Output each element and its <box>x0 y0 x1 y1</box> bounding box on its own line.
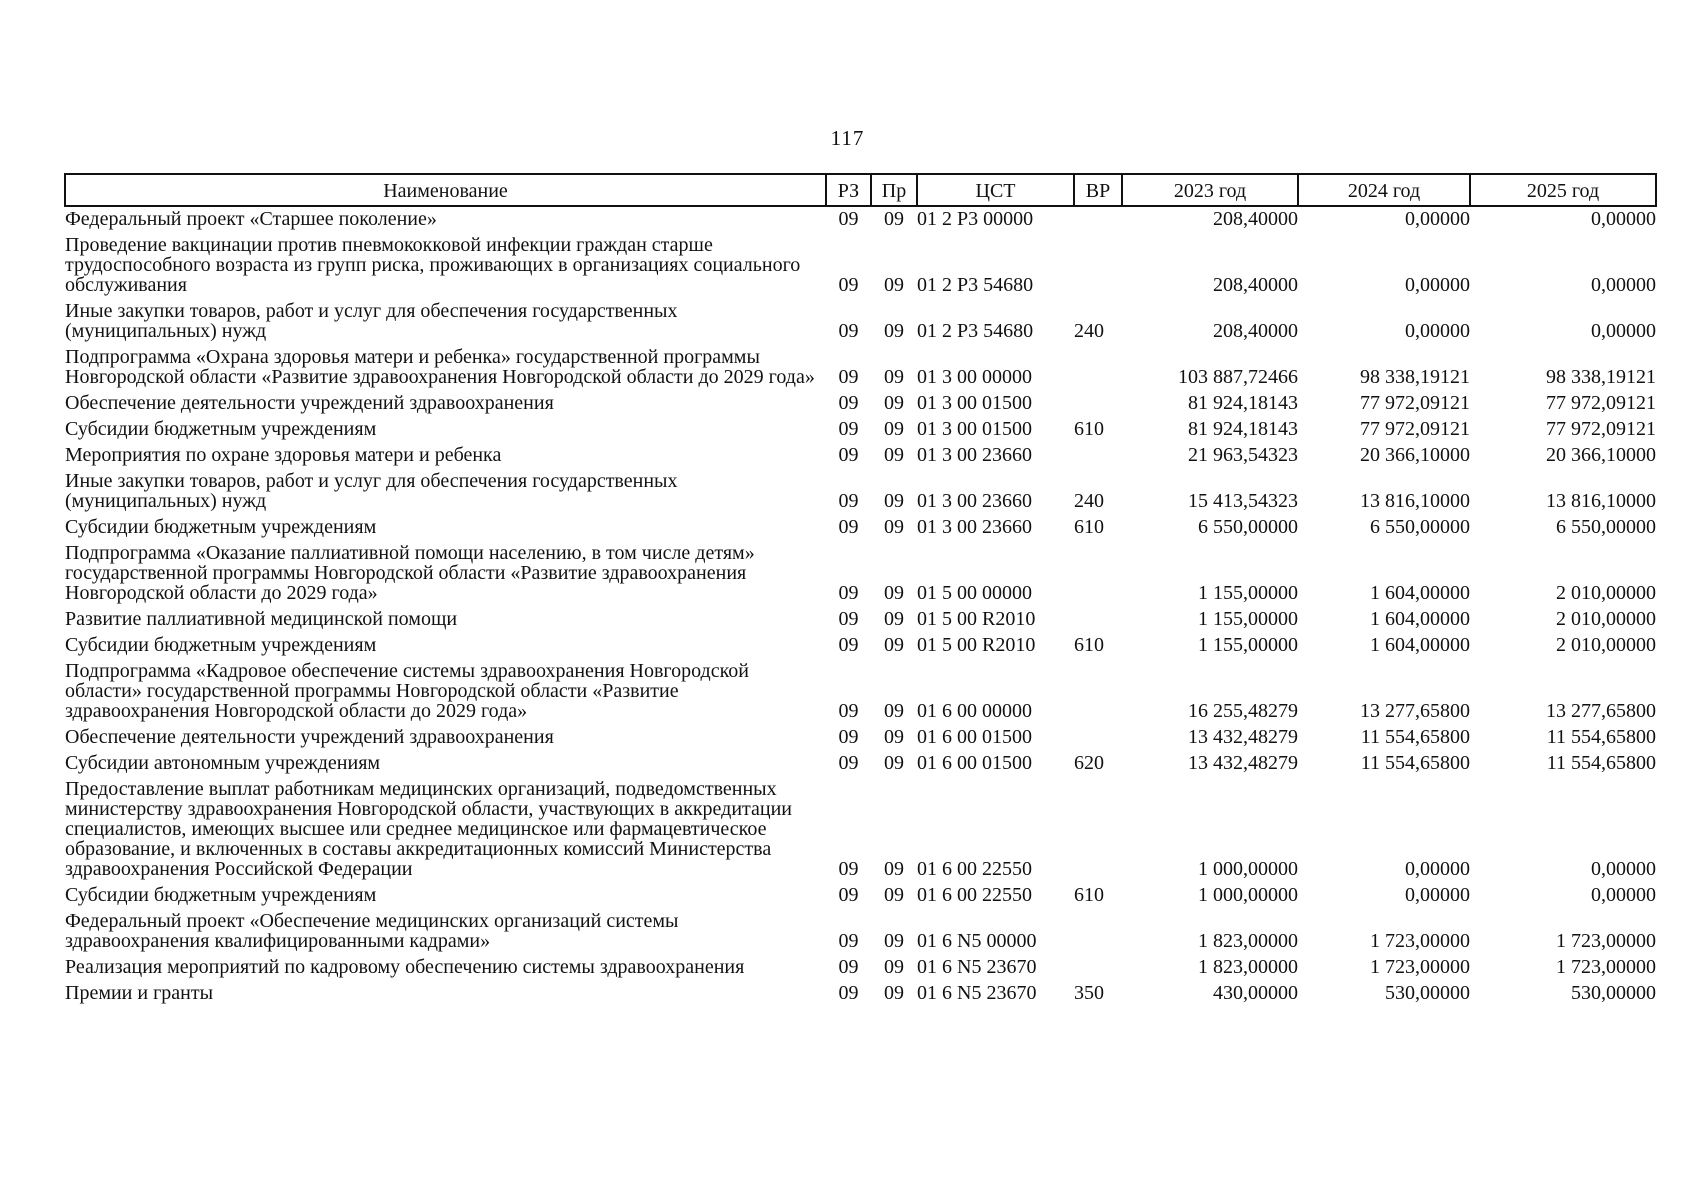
table-row <box>65 751 1656 777</box>
row-name-cell: Обеспечение деятельности учреждений здравоохранения <box>65 392 554 414</box>
row-rz-cell: 09 <box>838 444 859 466</box>
row-2025-cell: 77 972,09121 <box>1546 392 1656 414</box>
row-cst-cell: 01 3 00 01500 <box>917 418 1032 440</box>
row-pr-cell: 09 <box>884 418 904 440</box>
row-2024-cell: 20 366,10000 <box>1360 444 1470 466</box>
row-name-cell: Иные закупки товаров, работ и услуг для обеспечения государственных (муниципальных) нужд <box>65 470 678 512</box>
row-2025-cell: 2 010,00000 <box>1556 608 1656 630</box>
row-pr-cell: 09 <box>884 392 904 414</box>
row-vr-cell: 240 <box>1074 320 1104 342</box>
row-2024-cell: 13 816,10000 <box>1360 490 1470 512</box>
table-row <box>65 725 1656 751</box>
table-row <box>65 607 1656 633</box>
row-rz-cell: 09 <box>838 490 859 512</box>
row-2024-cell: 0,00000 <box>1405 858 1470 880</box>
row-2024-cell: 0,00000 <box>1405 884 1470 906</box>
row-2024-cell: 11 554,65800 <box>1360 752 1470 774</box>
row-cst-cell: 01 5 00 R2010 <box>917 608 1036 630</box>
row-2023-cell: 208,40000 <box>1213 320 1298 342</box>
row-pr-cell: 09 <box>884 956 904 978</box>
row-rz-cell: 09 <box>838 418 859 440</box>
header-cst: ЦСТ <box>917 174 1074 206</box>
row-2023-cell: 1 155,00000 <box>1198 582 1298 604</box>
header-2025: 2025 год <box>1470 174 1656 206</box>
row-vr-cell <box>1074 206 1122 233</box>
table-row <box>65 515 1656 541</box>
row-cst-cell: 01 3 00 01500 <box>917 392 1032 414</box>
row-2024-cell: 0,00000 <box>1405 274 1470 296</box>
row-rz-cell: 09 <box>838 582 859 604</box>
row-name-cell: Федеральный проект «Обеспечение медицинских организаций системы здравоохранения квалифицированными кадрами» <box>65 910 679 952</box>
row-pr-cell: 09 <box>884 208 904 230</box>
row-rz-cell: 09 <box>838 208 859 230</box>
table-row <box>65 955 1656 981</box>
row-vr-cell <box>1074 777 1122 883</box>
header-2023: 2023 год <box>1122 174 1298 206</box>
row-2023-cell: 16 255,48279 <box>1188 700 1298 722</box>
row-vr-cell <box>1074 909 1122 955</box>
row-vr-cell: 610 <box>1074 634 1104 656</box>
row-2024-cell: 11 554,65800 <box>1360 726 1470 748</box>
table-row <box>65 909 1656 955</box>
row-2023-cell: 21 963,54323 <box>1188 444 1298 466</box>
budget-table <box>64 173 1657 1007</box>
row-2024-cell: 530,00000 <box>1385 982 1470 1004</box>
row-2025-cell: 0,00000 <box>1591 858 1656 880</box>
row-cst-cell: 01 2 P3 54680 <box>917 274 1034 296</box>
row-2023-cell: 1 000,00000 <box>1198 858 1298 880</box>
row-2024-cell: 1 604,00000 <box>1370 608 1470 630</box>
row-2024-cell: 1 604,00000 <box>1370 634 1470 656</box>
header-2024: 2024 год <box>1298 174 1470 206</box>
row-rz-cell: 09 <box>838 320 859 342</box>
row-pr-cell: 09 <box>884 608 904 630</box>
row-vr-cell: 240 <box>1074 490 1104 512</box>
header-row <box>65 174 1656 206</box>
header-pr: Пр <box>871 174 917 206</box>
row-name-cell: Мероприятия по охране здоровья матери и ребенка <box>65 444 502 466</box>
row-cst-cell: 01 6 00 00000 <box>917 700 1032 722</box>
row-rz-cell: 09 <box>838 930 859 952</box>
row-2023-cell: 1 000,00000 <box>1198 884 1298 906</box>
table-row <box>65 417 1656 443</box>
row-vr-cell: 350 <box>1074 982 1104 1004</box>
row-name-cell: Субсидии автономным учреждениям <box>65 752 381 774</box>
row-name-cell: Проведение вакцинации против пневмококковой инфекции граждан старше трудоспособного возраста из групп риска, проживающих в организациях социального обслуживания <box>65 234 801 296</box>
table-header <box>65 174 1656 206</box>
header-name: Наименование <box>65 174 826 206</box>
row-2023-cell: 13 432,48279 <box>1188 752 1298 774</box>
row-vr-cell: 620 <box>1074 752 1104 774</box>
row-name-cell: Развитие паллиативной медицинской помощи <box>65 608 458 630</box>
row-vr-cell <box>1074 345 1122 391</box>
row-2023-cell: 13 432,48279 <box>1188 726 1298 748</box>
row-2025-cell: 530,00000 <box>1571 982 1656 1004</box>
row-2025-cell: 0,00000 <box>1591 320 1656 342</box>
row-2023-cell: 6 550,00000 <box>1198 516 1298 538</box>
row-2025-cell: 2 010,00000 <box>1556 634 1656 656</box>
row-vr-cell <box>1074 541 1122 607</box>
row-rz-cell: 09 <box>838 516 859 538</box>
row-2024-cell: 13 277,65800 <box>1360 700 1470 722</box>
row-name-cell: Субсидии бюджетным учреждениям <box>65 516 377 538</box>
table-row <box>65 391 1656 417</box>
row-cst-cell: 01 5 00 R2010 <box>917 634 1036 656</box>
row-cst-cell: 01 2 P3 54680 <box>917 320 1034 342</box>
row-2024-cell: 1 723,00000 <box>1370 956 1470 978</box>
table-row <box>65 633 1656 659</box>
row-rz-cell: 09 <box>838 956 859 978</box>
row-vr-cell <box>1074 443 1122 469</box>
row-vr-cell <box>1074 233 1122 299</box>
row-name-cell: Субсидии бюджетным учреждениям <box>65 884 377 906</box>
row-pr-cell: 09 <box>884 582 904 604</box>
row-2023-cell: 208,40000 <box>1213 208 1298 230</box>
table-row <box>65 541 1656 607</box>
header-vr: ВР <box>1074 174 1122 206</box>
row-2023-cell: 15 413,54323 <box>1188 490 1298 512</box>
row-cst-cell: 01 6 N5 23670 <box>917 956 1037 978</box>
row-pr-cell: 09 <box>884 274 904 296</box>
row-cst-cell: 01 6 N5 23670 <box>917 982 1037 1004</box>
row-vr-cell: 610 <box>1074 418 1104 440</box>
row-cst-cell: 01 6 00 01500 <box>917 752 1032 774</box>
table-row <box>65 443 1656 469</box>
row-2024-cell: 6 550,00000 <box>1370 516 1470 538</box>
row-name-cell: Подпрограмма «Оказание паллиативной помощи населению, в том числе детям» государственной программы Новгородской области «Развитие здравоохранения Новгородской области до 2029 года» <box>65 542 755 604</box>
row-pr-cell: 09 <box>884 634 904 656</box>
row-2024-cell: 98 338,19121 <box>1360 366 1470 388</box>
row-2025-cell: 20 366,10000 <box>1546 444 1656 466</box>
row-name-cell: Предоставление выплат работникам медицинских организаций, подведомственных министерству здравоохранения Новгородской области, участвующих в аккредитации специалистов, имеющих высшее или среднее медицинское или фармацевтическое образование, и включенных в составы аккредитационных комиссий Министерства здравоохранения Российской Федерации <box>65 778 793 880</box>
row-2023-cell: 81 924,18143 <box>1188 392 1298 414</box>
row-2023-cell: 1 155,00000 <box>1198 634 1298 656</box>
row-cst-cell: 01 3 00 23660 <box>917 444 1032 466</box>
row-2025-cell: 2 010,00000 <box>1556 582 1656 604</box>
row-2025-cell: 0,00000 <box>1591 884 1656 906</box>
row-cst-cell: 01 2 P3 00000 <box>917 208 1034 230</box>
row-2023-cell: 1 155,00000 <box>1198 608 1298 630</box>
row-rz-cell: 09 <box>838 366 859 388</box>
row-cst-cell: 01 6 00 01500 <box>917 726 1032 748</box>
table-row <box>65 299 1656 345</box>
row-2025-cell: 1 723,00000 <box>1556 956 1656 978</box>
row-rz-cell: 09 <box>838 700 859 722</box>
table-row <box>65 233 1656 299</box>
table-body <box>65 206 1656 1007</box>
row-rz-cell: 09 <box>838 726 859 748</box>
row-pr-cell: 09 <box>884 490 904 512</box>
table-row <box>65 883 1656 909</box>
row-name-cell: Обеспечение деятельности учреждений здравоохранения <box>65 726 554 748</box>
row-vr-cell <box>1074 955 1122 981</box>
row-2025-cell: 0,00000 <box>1591 208 1656 230</box>
row-cst-cell: 01 5 00 00000 <box>917 582 1032 604</box>
row-rz-cell: 09 <box>838 634 859 656</box>
row-2024-cell: 0,00000 <box>1405 208 1470 230</box>
row-2023-cell: 208,40000 <box>1213 274 1298 296</box>
row-2024-cell: 0,00000 <box>1405 320 1470 342</box>
row-2023-cell: 1 823,00000 <box>1198 930 1298 952</box>
header-rz: РЗ <box>826 174 871 206</box>
row-vr-cell <box>1074 725 1122 751</box>
row-2024-cell: 1 723,00000 <box>1370 930 1470 952</box>
row-2025-cell: 11 554,65800 <box>1546 752 1656 774</box>
row-2025-cell: 13 816,10000 <box>1546 490 1656 512</box>
row-pr-cell: 09 <box>884 444 904 466</box>
row-vr-cell <box>1074 659 1122 725</box>
row-pr-cell: 09 <box>884 884 904 906</box>
row-pr-cell: 09 <box>884 752 904 774</box>
row-name-cell: Премии и гранты <box>65 982 214 1004</box>
row-pr-cell: 09 <box>884 366 904 388</box>
row-name-cell: Подпрограмма «Кадровое обеспечение системы здравоохранения Новгородской области» государственной программы Новгородской области «Развитие здравоохранения Новгородской области до 2029 года» <box>65 660 750 722</box>
row-2023-cell: 103 887,72466 <box>1178 366 1298 388</box>
row-2025-cell: 13 277,65800 <box>1546 700 1656 722</box>
row-rz-cell: 09 <box>838 608 859 630</box>
row-2025-cell: 1 723,00000 <box>1556 930 1656 952</box>
row-rz-cell: 09 <box>838 392 859 414</box>
row-2025-cell: 11 554,65800 <box>1546 726 1656 748</box>
row-2025-cell: 77 972,09121 <box>1546 418 1656 440</box>
table-row <box>65 345 1656 391</box>
row-rz-cell: 09 <box>838 982 859 1004</box>
row-2024-cell: 77 972,09121 <box>1360 392 1470 414</box>
row-name-cell: Иные закупки товаров, работ и услуг для обеспечения государственных (муниципальных) нужд <box>65 300 678 342</box>
row-rz-cell: 09 <box>838 274 859 296</box>
row-cst-cell: 01 6 00 22550 <box>917 884 1032 906</box>
row-name-cell: Реализация мероприятий по кадровому обеспечению системы здравоохранения <box>65 956 745 978</box>
row-2023-cell: 1 823,00000 <box>1198 956 1298 978</box>
row-name-cell: Федеральный проект «Старшее поколение» <box>65 208 437 230</box>
row-2025-cell: 0,00000 <box>1591 274 1656 296</box>
row-2025-cell: 98 338,19121 <box>1546 366 1656 388</box>
row-pr-cell: 09 <box>884 700 904 722</box>
row-pr-cell: 09 <box>884 516 904 538</box>
row-2023-cell: 430,00000 <box>1213 982 1298 1004</box>
row-cst-cell: 01 3 00 23660 <box>917 490 1032 512</box>
row-rz-cell: 09 <box>838 752 859 774</box>
table-row <box>65 981 1656 1007</box>
row-pr-cell: 09 <box>884 726 904 748</box>
row-pr-cell: 09 <box>884 320 904 342</box>
row-2024-cell: 77 972,09121 <box>1360 418 1470 440</box>
row-cst-cell: 01 6 N5 00000 <box>917 930 1037 952</box>
row-vr-cell: 610 <box>1074 516 1104 538</box>
row-name-cell: Субсидии бюджетным учреждениям <box>65 634 377 656</box>
table-row <box>65 206 1656 233</box>
row-2025-cell: 6 550,00000 <box>1556 516 1656 538</box>
row-vr-cell <box>1074 391 1122 417</box>
table-row <box>65 469 1656 515</box>
row-2023-cell: 81 924,18143 <box>1188 418 1298 440</box>
row-vr-cell <box>1074 607 1122 633</box>
row-pr-cell: 09 <box>884 982 904 1004</box>
row-name-cell: Подпрограмма «Охрана здоровья матери и ребенка» государственной программы Новгородской области «Развитие здравоохранения Новгородской области до 2029 года» <box>65 346 815 388</box>
row-2024-cell: 1 604,00000 <box>1370 582 1470 604</box>
row-rz-cell: 09 <box>838 884 859 906</box>
row-vr-cell: 610 <box>1074 884 1104 906</box>
row-cst-cell: 01 3 00 00000 <box>917 366 1032 388</box>
row-cst-cell: 01 3 00 23660 <box>917 516 1032 538</box>
row-pr-cell: 09 <box>884 930 904 952</box>
row-name-cell: Субсидии бюджетным учреждениям <box>65 418 377 440</box>
row-pr-cell: 09 <box>884 858 904 880</box>
table-row <box>65 659 1656 725</box>
row-rz-cell: 09 <box>838 858 859 880</box>
row-cst-cell: 01 6 00 22550 <box>917 858 1032 880</box>
table-row <box>65 777 1656 883</box>
page-number: 117 <box>830 126 865 150</box>
